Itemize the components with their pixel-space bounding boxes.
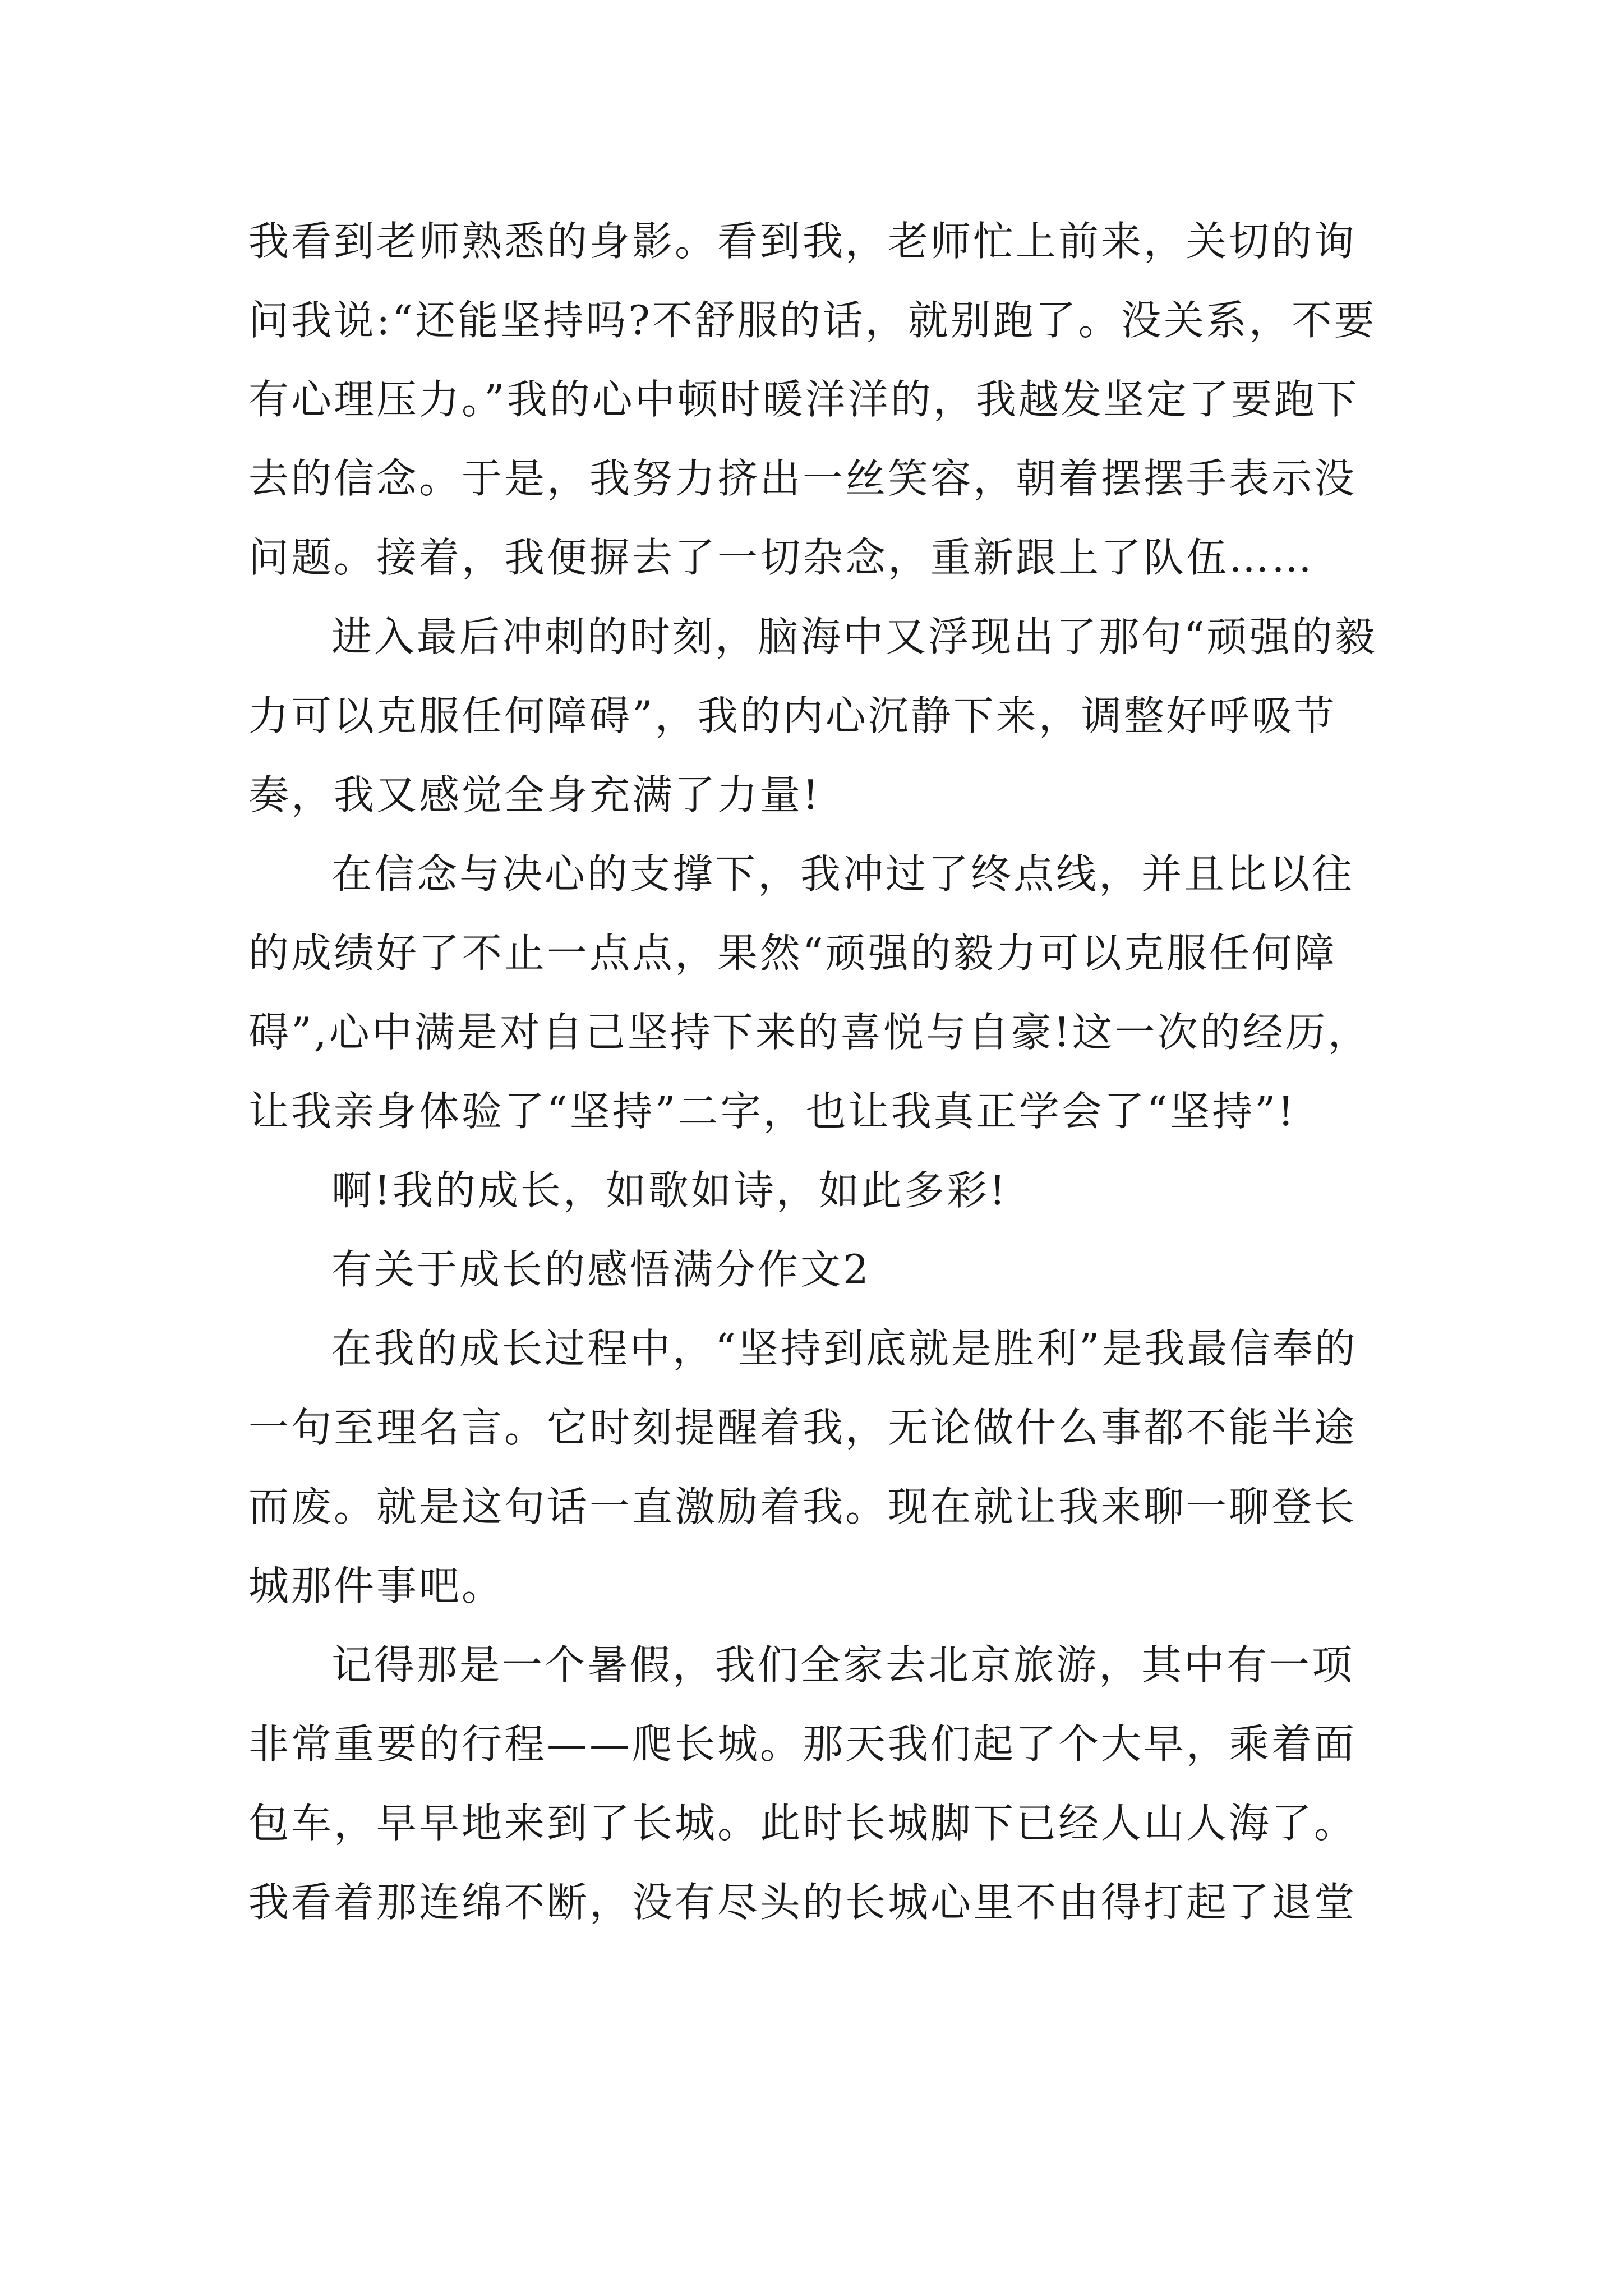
paragraph-finish-line: 在信念与决心的支撑下，我冲过了终点线，并且比以往的成绩好了不止一点点，果然“顽强的毅力可以克服任何障碍”,心中满是对自己坚持下来的喜悦与自豪!这一次的经历，让我亲身体验了“坚持”二字，也让我真正学会了“坚持”! [248, 850, 1371, 1135]
paragraph-teacher-encouragement: 我看到老师熟悉的身影。看到我，老师忙上前来，关切的询问我说:“还能坚持吗?不舒服的话，就别跑了。没关系，不要有心理压力。”我的心中顿时暖洋洋的，我越发坚定了要跑下去的信念。于是，我努力挤出一丝笑容，朝着摆摆手表示没问题。接着，我便摒去了一切杂念，重新跟上了队伍…… [248, 218, 1377, 581]
paragraph-great-wall: 记得那是一个暑假，我们全家去北京旅游，其中有一项非常重要的行程——爬长城。那天我们起了个大早，乘着面包车，早早地来到了长城。此时长城脚下已经人山人海了。我看着那连绵不断，没有尽头的长城心里不由得打起了退堂 [248, 1641, 1357, 1926]
paragraph-final-sprint: 进入最后冲刺的时刻，脑海中又浮现出了那句“顽强的毅力可以克服任何障碍”，我的内心沉静下来，调整好呼吸节奏，我又感觉全身充满了力量! [248, 613, 1377, 818]
paragraph-motto: 在我的成长过程中，“坚持到底就是胜利”是我最信奉的一句至理名言。它时刻提醒着我，无论做什么事都不能半途而废。就是这句话一直激励着我。现在就让我来聊一聊登长城那件事吧。 [248, 1325, 1358, 1609]
paragraph-exclamation: 啊!我的成长，如歌如诗，如此多彩! [331, 1167, 1008, 1214]
essay-title: 有关于成长的感悟满分作文2 [331, 1246, 871, 1293]
essay-body [248, 202, 1387, 1942]
